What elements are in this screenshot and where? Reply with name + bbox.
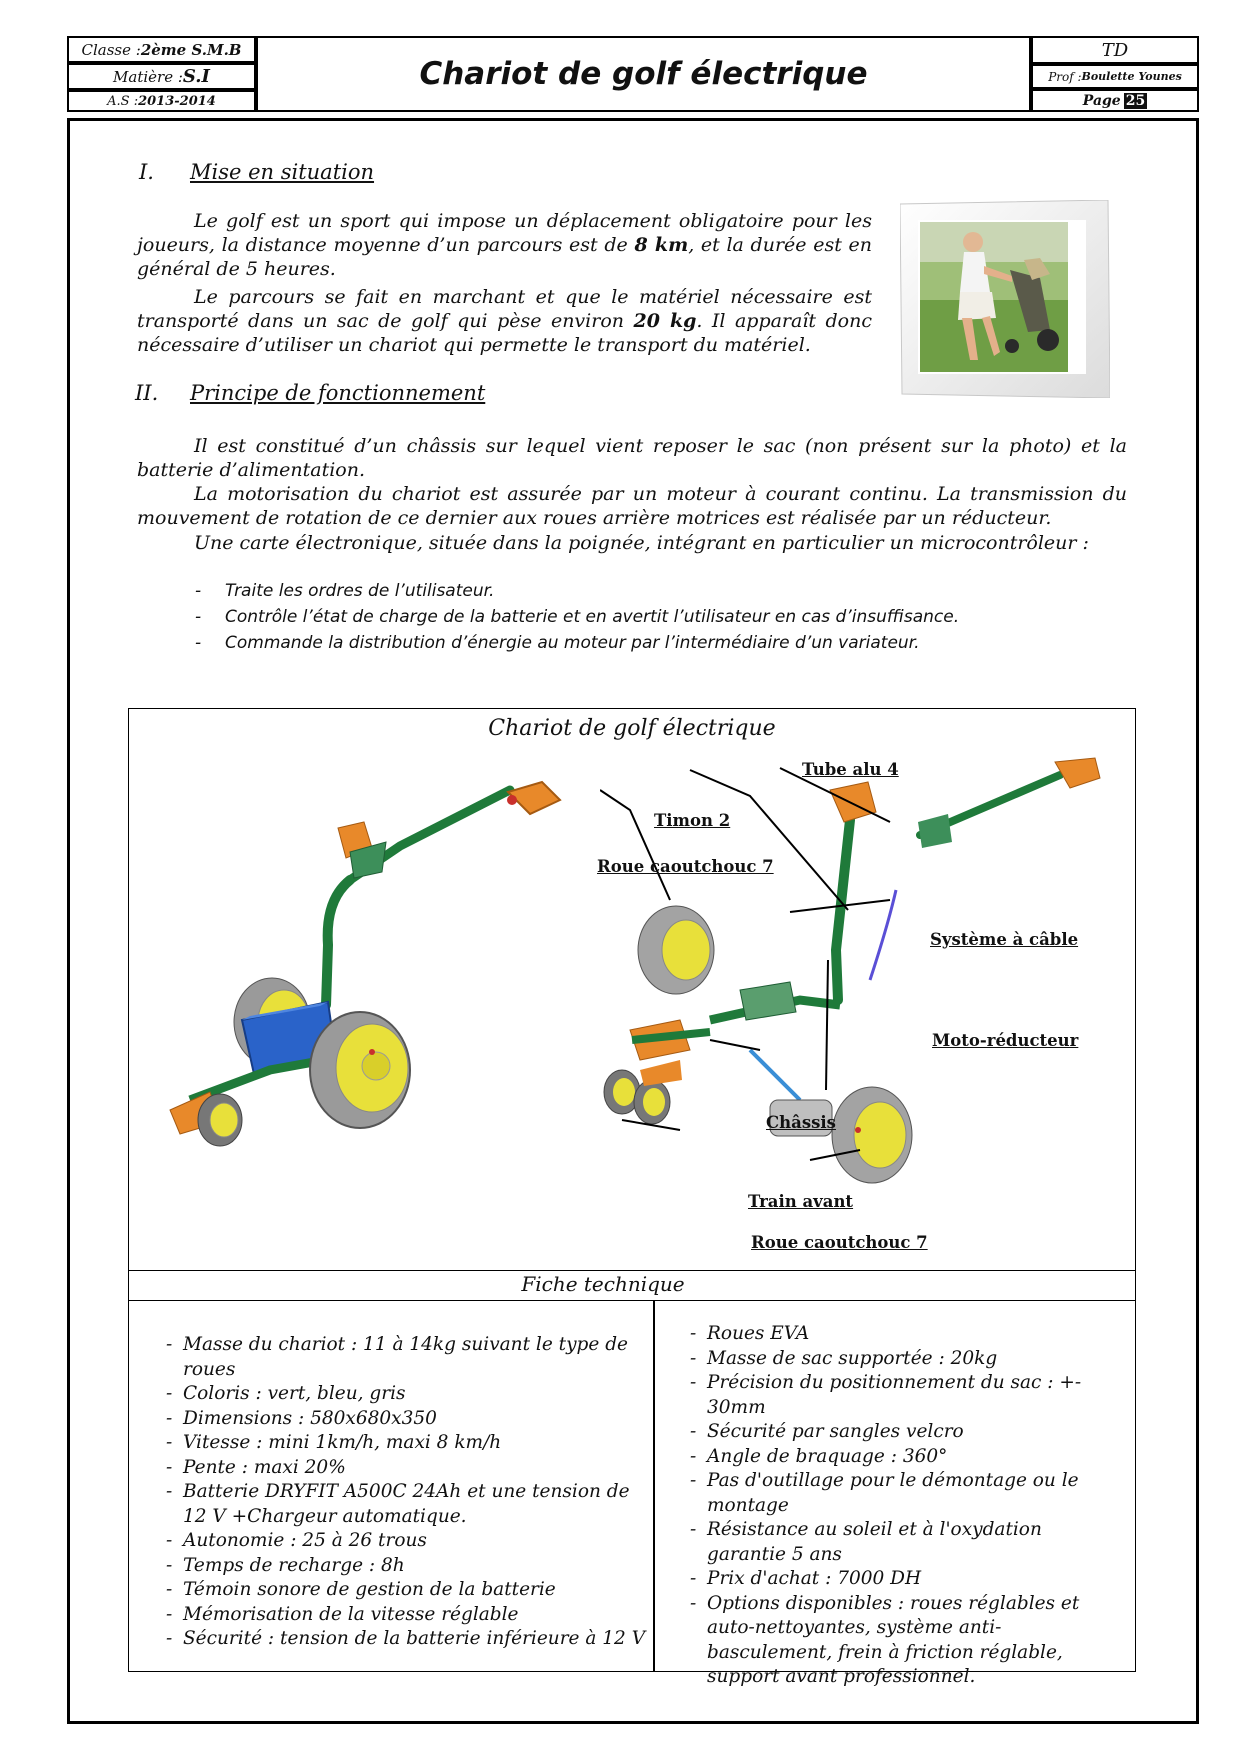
spec-item: - Sécurité : tension de la batterie inférieure à 12 V xyxy=(166,1627,646,1652)
classe-label: Classe : xyxy=(81,40,141,59)
spec-item: - Roues EVA xyxy=(690,1322,1120,1347)
spec-item: - Autonomie : 25 à 26 trous xyxy=(166,1529,646,1554)
spec-item: - Options disponibles : roues réglables et auto-nettoyantes, système anti-basculement, frein à friction réglable, support avant professionnel. xyxy=(690,1592,1120,1690)
spec-item: - Précision du positionnement du sac : +- 30mm xyxy=(690,1371,1120,1420)
section-2-paragraph-3 xyxy=(137,531,1127,555)
label-timon: Timon 2 xyxy=(654,811,731,830)
fiche-title-text: Fiche technique xyxy=(521,1272,685,1296)
section-2-title: Principe de fonctionnement xyxy=(190,381,486,405)
bullet-text-1: Traite les ordres de l’utilisateur. xyxy=(225,581,495,601)
fiche-column-divider xyxy=(653,1300,655,1672)
spec-item: - Mémorisation de la vitesse réglable xyxy=(166,1603,646,1628)
as-label: A.S : xyxy=(107,93,139,109)
bullet-text-3: Commande la distribution d’énergie au moteur par l’intermédiaire d’un variateur. xyxy=(225,633,920,653)
prof-label: Prof : xyxy=(1048,69,1082,84)
header-as-cell xyxy=(67,90,256,112)
bullet-item-2: - Contrôle l’état de charge de la batterie et en avertit l’utilisateur en cas d’insuffisance. xyxy=(195,607,960,627)
section-1-number: I. xyxy=(139,160,154,184)
assembled-trolley-illustration xyxy=(150,770,590,1170)
fiche-left-column xyxy=(166,1333,646,1652)
spec-item: - Vitesse : mini 1km/h, maxi 8 km/h xyxy=(166,1431,646,1456)
section-1-paragraph-2 xyxy=(137,285,872,357)
label-systeme-cable: Système à câble xyxy=(930,930,1079,949)
spec-item: - Pas d'outillage pour le démontage ou le montage xyxy=(690,1469,1120,1518)
figure-title-text: Chariot de golf électrique xyxy=(488,716,776,741)
spec-item: - Coloris : vert, bleu, gris xyxy=(166,1382,646,1407)
bullet-item-1: - Traite les ordres de l’utilisateur. xyxy=(195,581,495,601)
section-1-paragraph-1 xyxy=(137,209,872,281)
spec-item: - Prix d'achat : 7000 DH xyxy=(690,1567,1120,1592)
header-matiere-cell xyxy=(67,63,256,90)
page-number: 25 xyxy=(1125,92,1146,109)
prof-value: Boulette Younes xyxy=(1081,70,1182,83)
spec-item: - Résistance au soleil et à l'oxydation garantie 5 ans xyxy=(690,1518,1120,1567)
p1-distance: 8 km xyxy=(634,234,689,256)
header-type-cell xyxy=(1031,36,1199,64)
s2-p3-text: Une carte électronique, située dans la poignée, intégrant en particulier un microcontrôleur : xyxy=(194,532,1089,554)
spec-item: - Batterie DRYFIT A500C 24Ah et une tension de 12 V +Chargeur automatique. xyxy=(166,1480,646,1529)
spec-item: - Pente : maxi 20% xyxy=(166,1456,646,1481)
section-2-number: II. xyxy=(135,381,159,405)
header-classe-cell xyxy=(67,36,256,63)
fiche-right-column xyxy=(690,1322,1120,1690)
bullet-item-3: - Commande la distribution d’énergie au moteur par l’intermédiaire d’un variateur. xyxy=(195,633,920,653)
golfer-photo xyxy=(900,200,1110,398)
header-page-cell xyxy=(1031,89,1199,112)
figure-title xyxy=(128,716,1136,741)
header-prof-cell xyxy=(1031,64,1199,89)
spec-item: - Angle de braquage : 360° xyxy=(690,1445,1120,1470)
label-moto-reducteur: Moto-réducteur xyxy=(932,1031,1079,1050)
p1-text-c: , et la durée est en général de 5 heures. xyxy=(137,234,872,280)
spec-item: - Masse du chariot : 11 à 14kg suivant le type de roues xyxy=(166,1333,646,1382)
bullet-text-2: Contrôle l’état de charge de la batterie et en avertit l’utilisateur en cas d’insuffisance. xyxy=(225,607,960,627)
matiere-value: S.I xyxy=(182,66,210,87)
as-value: 2013-2014 xyxy=(138,93,216,109)
classe-value: 2ème S.M.B xyxy=(140,40,242,59)
p2-text-a: Le parcours se fait en marchant et que le matériel nécessaire est transporté dans un sac de golf qui pèse environ xyxy=(137,286,872,332)
label-roue-caoutchouc-top: Roue caoutchouc 7 xyxy=(597,857,774,876)
label-chassis: Châssis xyxy=(766,1113,836,1132)
label-roue-caoutchouc-bottom: Roue caoutchouc 7 xyxy=(751,1233,928,1252)
label-train-avant: Train avant xyxy=(748,1192,854,1211)
page-title xyxy=(256,36,1031,112)
p1-text-a: Le golf est un sport qui impose un déplacement obligatoire pour les joueurs, la distance moyenne d’un parcours est de xyxy=(137,210,872,256)
p2-weight: 20 kg xyxy=(633,310,697,332)
label-tube-alu: Tube alu 4 xyxy=(802,760,899,779)
matiere-label: Matière : xyxy=(113,67,183,86)
section-1-title: Mise en situation xyxy=(190,160,375,184)
td-label: TD xyxy=(1101,39,1129,61)
spec-item: - Masse de sac supportée : 20kg xyxy=(690,1347,1120,1372)
spec-item: - Sécurité par sangles velcro xyxy=(690,1420,1120,1445)
spec-item: - Témoin sonore de gestion de la batterie xyxy=(166,1578,646,1603)
section-2-paragraph-1 xyxy=(137,434,1127,482)
page-title-text: Chariot de golf électrique xyxy=(419,56,868,92)
s2-p1-text: Il est constitué d’un châssis sur lequel vient reposer le sac (non présent sur la photo) et la batterie d’alimentation. xyxy=(137,435,1127,481)
s2-p2-text: La motorisation du chariot est assurée par un moteur à courant continu. La transmission du mouvement de rotation de ce dernier aux roues arrière motrices est réalisée par un réducteur. xyxy=(137,483,1127,529)
spec-item: - Temps de recharge : 8h xyxy=(166,1554,646,1579)
section-2-paragraph-2 xyxy=(137,482,1127,530)
fiche-title xyxy=(128,1272,1078,1296)
spec-item: - Dimensions : 580x680x350 xyxy=(166,1407,646,1432)
p2-text-c: . Il apparaît donc nécessaire d’utiliser un chariot qui permette le transport du matériel. xyxy=(137,310,872,356)
page-label: Page xyxy=(1082,92,1121,109)
